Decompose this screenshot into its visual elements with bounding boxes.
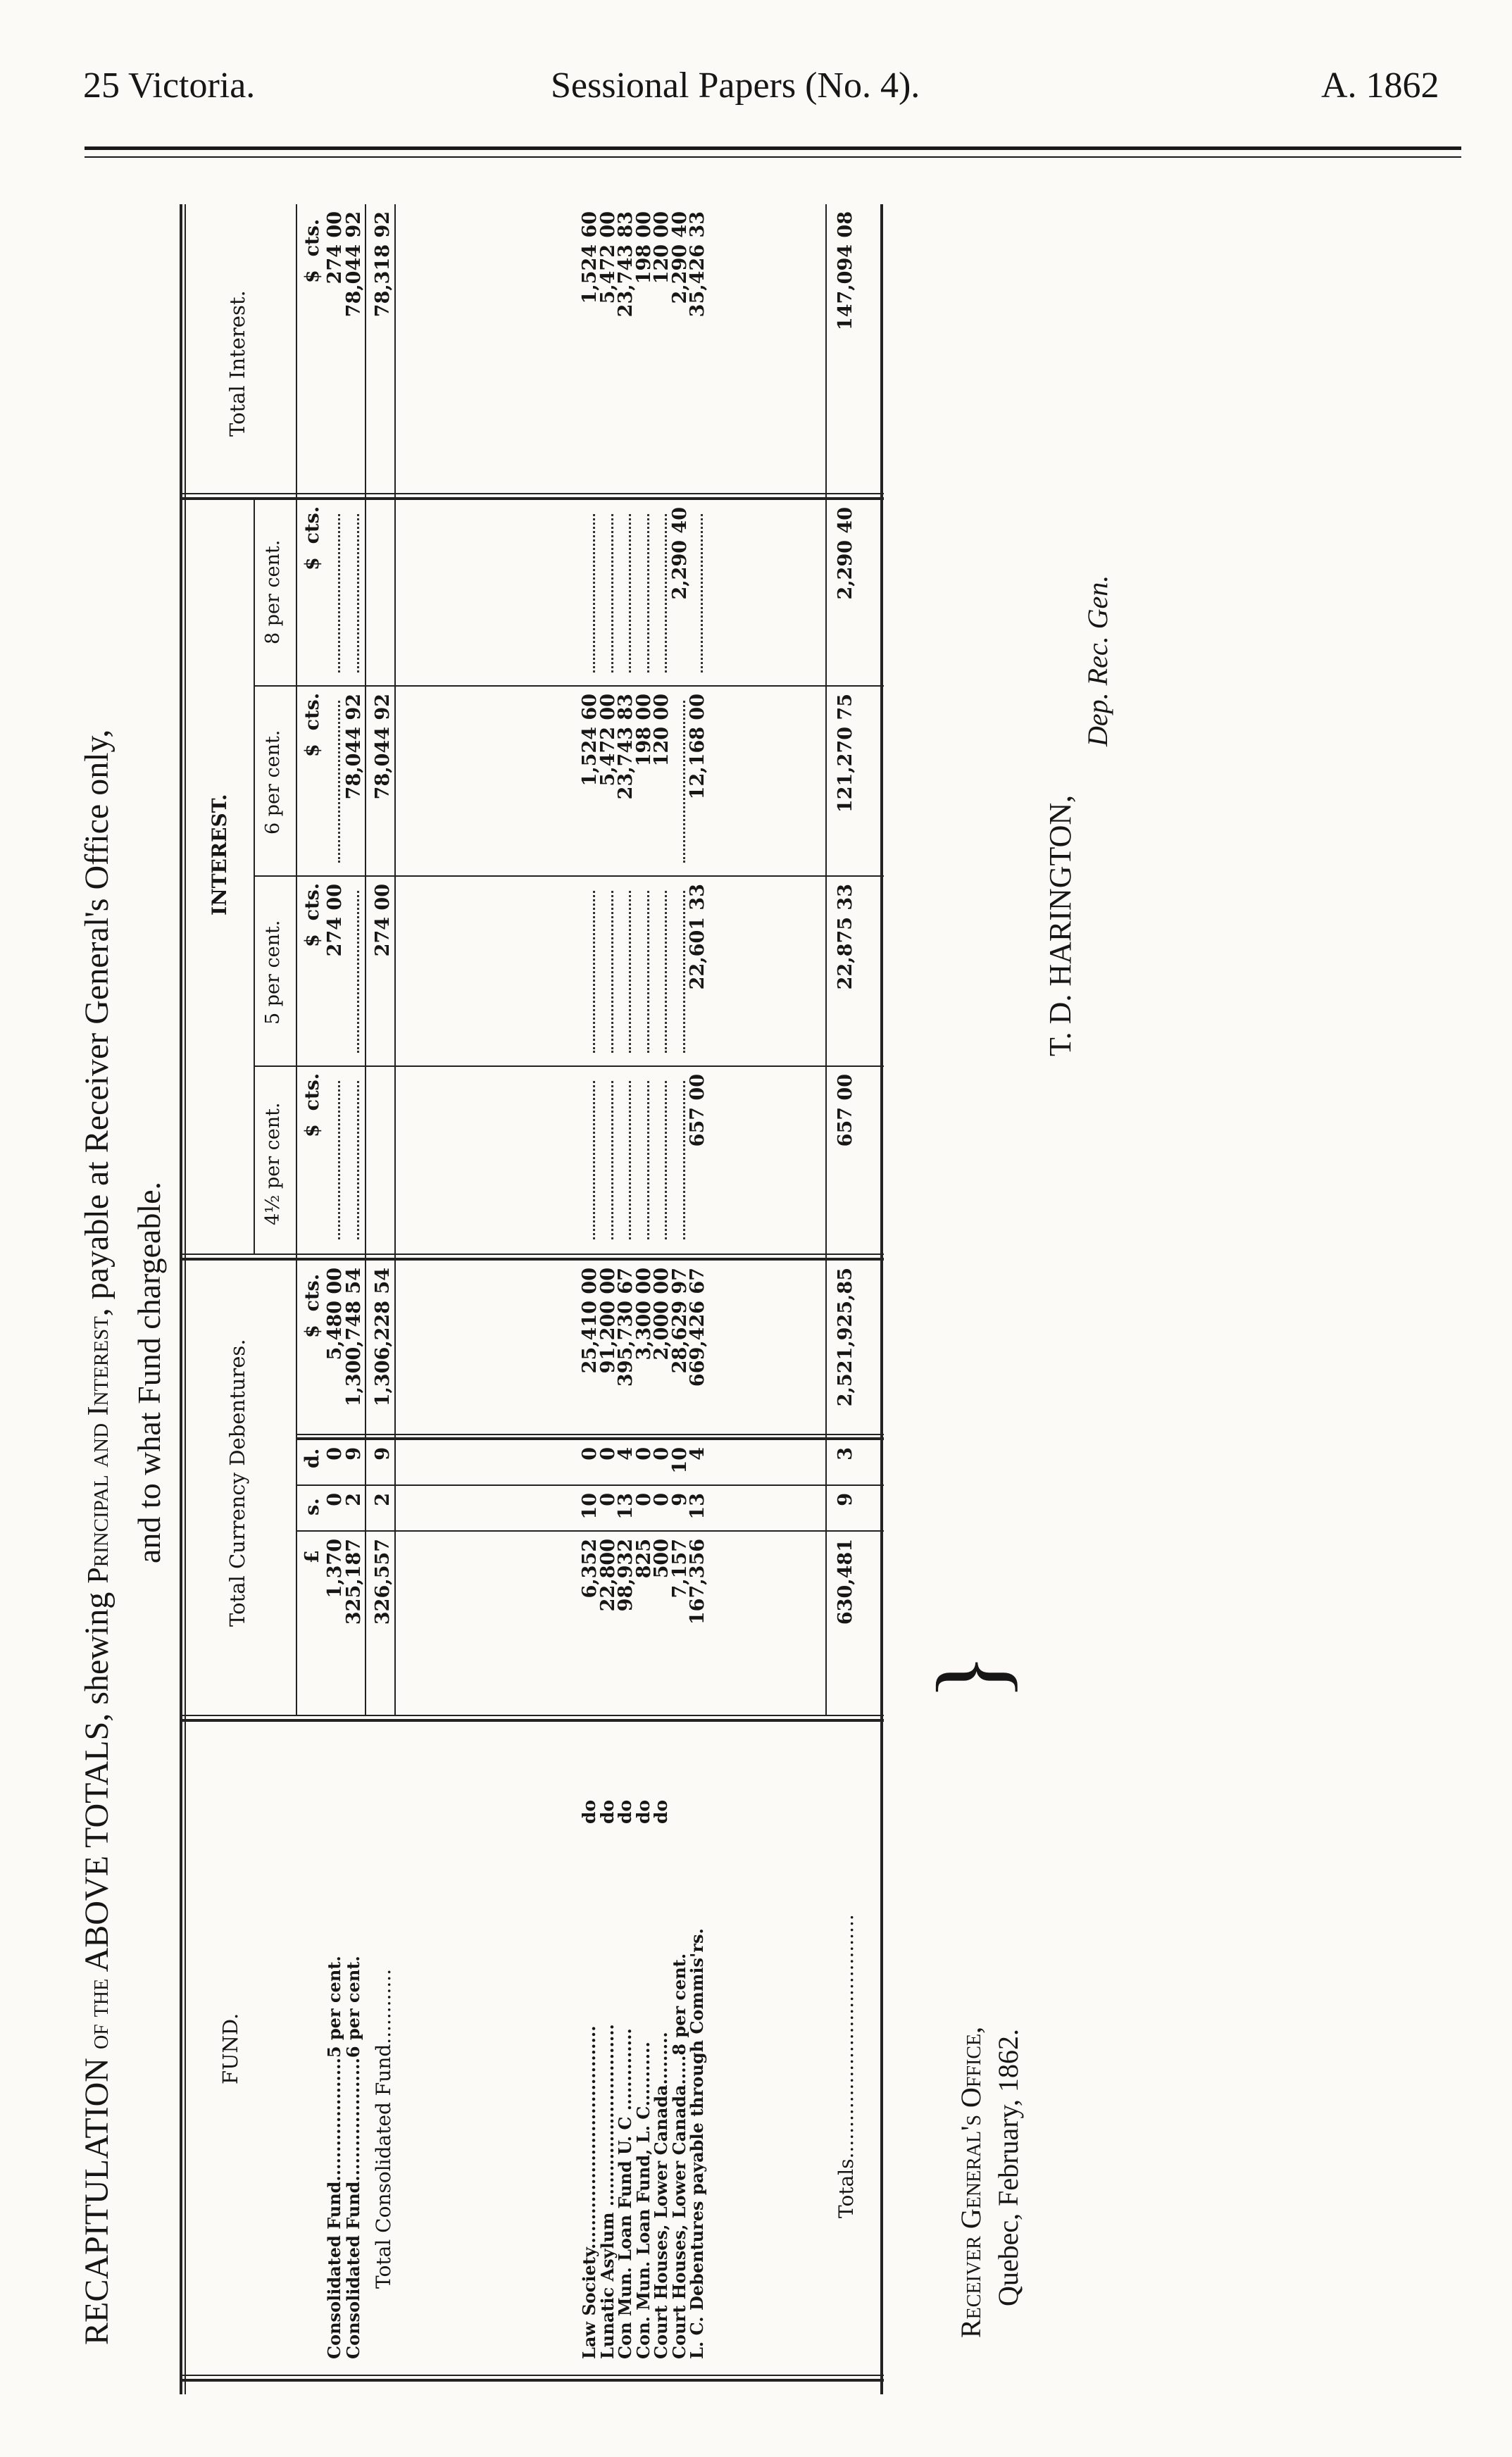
table-title: RECAPITULATION of the ABOVE TOTALS, shewing Principal and Interest, payable at Receiver General's Office only,	[78, 729, 115, 2345]
cell-l: 1,370	[324, 1539, 346, 1599]
leader-dots	[665, 1081, 667, 1239]
cell-s: 0	[596, 1493, 619, 1506]
cell-total: 23,743 83	[615, 211, 637, 318]
cell-i6: 23,743 83	[615, 694, 637, 800]
fund-label: Con. Mun. Loan Fund, L. C...........	[632, 2042, 654, 2359]
col-sep-lsd-3	[296, 1437, 884, 1440]
cell-dollars: 5,480 00	[324, 1268, 346, 1361]
leader-dots	[647, 514, 649, 673]
cell-l: 7,157	[668, 1539, 691, 1599]
signature-title: Dep. Rec. Gen.	[1082, 575, 1113, 746]
unit-dollars-8: $ cts.	[301, 506, 323, 570]
leader-dots	[611, 514, 613, 673]
table-left-rule-2	[180, 2375, 884, 2376]
cell-dollars: 91,200 00	[596, 1268, 619, 1374]
cell-total: 198 00	[632, 211, 655, 285]
cell-total: 5,472 00	[596, 211, 619, 304]
cell-s: 0	[632, 1493, 655, 1506]
fund-label: Lunatic Asylum ...............................	[596, 2024, 618, 2359]
col-sep-currency-2	[180, 1253, 884, 1255]
col-sep-6-8	[254, 685, 884, 687]
column-head-rule	[296, 204, 297, 1716]
unit-dollars-45: $ cts.	[301, 1073, 323, 1137]
cell-dollars: 2,000 00	[651, 1268, 673, 1361]
leader-dots	[593, 514, 595, 673]
ditto-mark: do	[596, 1799, 618, 1824]
ditto-mark: do	[632, 1799, 654, 1824]
leader-dots	[338, 514, 340, 673]
totals-rule	[825, 204, 827, 1716]
col-sep-lsd-4	[296, 1434, 884, 1435]
cell-i6: 1,524 60	[579, 694, 601, 787]
cell-dollars: 25,410 00	[579, 1268, 601, 1374]
cell-d: 9	[343, 1447, 365, 1461]
col-sep-currency	[180, 1258, 884, 1261]
unit-dollars-currency: $ cts.	[301, 1273, 323, 1338]
leader-dots	[701, 514, 703, 673]
leader-dots	[357, 891, 359, 1053]
cell-l: 98,932	[615, 1539, 637, 1612]
header-4-5-percent: 4½ per cent.	[262, 1102, 284, 1225]
fund-label: Total Consolidated Fund............	[372, 1968, 395, 2289]
header-year: A. 1862	[1321, 65, 1439, 106]
office-brace: }	[917, 1653, 1026, 1701]
unit-pounds: £	[301, 1550, 323, 1563]
header-5-percent: 5 per cent.	[262, 920, 284, 1025]
cell-d: 10	[668, 1447, 691, 1474]
leader-dots	[357, 514, 359, 673]
leader-dots	[647, 1081, 649, 1239]
table-bottom-rule	[880, 204, 883, 2394]
col-sep-fund-2	[180, 1715, 884, 1716]
cell-d: 4	[615, 1447, 637, 1461]
cell-l: 500	[651, 1539, 673, 1579]
cell-total: 147,094 08	[835, 211, 856, 331]
cell-s: 0	[324, 1493, 346, 1506]
col-sep-lsd-2	[296, 1484, 884, 1486]
cell-i6: 5,472 00	[596, 694, 619, 787]
table-top-rule-2	[185, 204, 186, 2394]
subtotal-rule	[365, 204, 366, 1716]
unit-dollars-6: $ cts.	[301, 692, 323, 757]
cell-d: 0	[651, 1447, 673, 1461]
cell-total: 2,290 40	[668, 211, 691, 304]
cell-dollars: 2,521,925,85	[835, 1268, 856, 1407]
fund-label: L. C. Debentures payable through Commis'rs.	[687, 1928, 707, 2359]
leader-dots	[629, 514, 631, 673]
cell-i5: 274 00	[372, 884, 394, 957]
leader-dots	[665, 891, 667, 1053]
leader-dots	[683, 1081, 685, 1239]
unit-shillings: s.	[301, 1498, 323, 1515]
cell-d: 9	[372, 1447, 394, 1461]
fund-label: Court Houses, Lower Canada.........	[651, 2032, 671, 2359]
cell-i45: 657 00	[835, 1074, 856, 1147]
cell-total: 274 00	[324, 211, 346, 285]
col-sep-interest-total	[180, 497, 884, 500]
leader-dots	[629, 891, 631, 1053]
cell-i6: 78,044 92	[372, 694, 394, 800]
cell-l: 22,800	[596, 1539, 619, 1612]
cell-l: 167,356	[687, 1539, 708, 1625]
signature-name: T. D. HARINGTON,	[1043, 794, 1077, 1056]
cell-total: 35,426 33	[687, 211, 708, 318]
leader-dots	[338, 1081, 340, 1239]
cell-i6: 12,168 00	[687, 694, 708, 800]
ditto-mark: do	[615, 1799, 635, 1824]
leader-dots	[593, 891, 595, 1053]
table-left-rule	[180, 2379, 884, 2382]
cell-total: 78,044 92	[343, 211, 365, 318]
cell-dollars: 1,300,748 54	[343, 1268, 365, 1407]
cell-l: 630,481	[835, 1539, 856, 1625]
cell-d: 3	[835, 1447, 856, 1461]
leader-dots	[593, 1081, 595, 1239]
cell-dollars: 395,730 67	[615, 1268, 637, 1387]
ditto-mark: do	[651, 1799, 671, 1824]
cell-total: 78,318 92	[372, 211, 394, 318]
unit-pence: d.	[301, 1448, 323, 1468]
leader-dots	[611, 1081, 613, 1239]
fund-label: Con Mun. Loan Fund U. C ..............	[615, 2028, 635, 2359]
cell-dollars: 1,306,228 54	[372, 1268, 394, 1407]
cell-s: 2	[343, 1493, 365, 1506]
cell-s: 13	[687, 1493, 708, 1520]
cell-s: 2	[372, 1493, 394, 1506]
cell-dollars: 669,426 67	[687, 1268, 708, 1387]
unit-dollars-total: $ cts.	[301, 218, 323, 283]
fund-label: Law Society......................................	[579, 2025, 599, 2359]
header-interest: INTEREST.	[208, 794, 231, 915]
col-sep-interest-total-2	[180, 493, 884, 494]
cell-i6: 121,270 75	[835, 694, 856, 813]
cell-l: 825	[632, 1539, 655, 1579]
header-8-percent: 8 per cent.	[262, 539, 284, 644]
leader-dots	[338, 701, 340, 863]
table-top-rule	[180, 204, 182, 2394]
cell-total: 1,524 60	[579, 211, 601, 304]
fund-label: Court Houses, Lower Canada.....8 per cent.	[668, 1953, 689, 2359]
rotated-content	[77, 197, 1416, 2394]
cell-d: 0	[579, 1447, 601, 1461]
cell-i8: 2,290 40	[835, 507, 856, 600]
header-rule-thick	[85, 146, 1461, 150]
interest-head-rule	[254, 500, 255, 1255]
cell-l: 325,187	[343, 1539, 365, 1625]
cell-s: 9	[835, 1493, 856, 1506]
cell-i6: 120 00	[651, 694, 673, 767]
leader-dots	[629, 1081, 631, 1239]
header-volume: 25 Victoria.	[83, 65, 256, 106]
leader-dots	[357, 1081, 359, 1239]
fund-label: Totals.......................................	[835, 1914, 858, 2218]
header-total-currency: Total Currency Debentures.	[225, 1339, 249, 1627]
leader-dots	[683, 891, 685, 1053]
col-sep-5-6	[254, 875, 884, 877]
cell-l: 6,352	[579, 1539, 601, 1599]
ditto-mark: do	[579, 1799, 599, 1824]
subtotal-rule-below	[394, 204, 396, 1716]
table-subtitle: and to what Fund chargeable.	[131, 1181, 167, 1563]
unit-dollars-5: $ cts.	[301, 882, 323, 947]
leader-dots	[611, 891, 613, 1053]
header-rule-thin	[85, 156, 1461, 158]
cell-d: 0	[324, 1447, 346, 1461]
cell-i5: 22,601 33	[687, 884, 708, 990]
office-line-2: Quebec, February, 1862.	[992, 2029, 1024, 2306]
cell-l: 326,557	[372, 1539, 394, 1625]
leader-dots	[683, 701, 685, 863]
header-fund: FUND.	[218, 2013, 242, 2084]
cell-s: 13	[615, 1493, 637, 1520]
cell-i5: 274 00	[324, 884, 346, 957]
leader-dots	[647, 891, 649, 1053]
cell-d: 4	[687, 1447, 708, 1461]
header-6-percent: 6 per cent.	[262, 730, 284, 834]
col-sep-fund	[180, 1719, 884, 1722]
cell-i6: 198 00	[632, 694, 655, 767]
office-line-1: Receiver General's Office,	[955, 2026, 987, 2338]
cell-i6: 78,044 92	[343, 694, 365, 800]
cell-i45: 657 00	[687, 1074, 708, 1147]
cell-total: 120 00	[651, 211, 673, 285]
leader-dots	[665, 514, 667, 673]
cell-i5: 22,875 33	[835, 884, 856, 990]
cell-s: 9	[668, 1493, 691, 1506]
header-sessional-papers: Sessional Papers (No. 4).	[551, 65, 920, 106]
header-total-interest: Total Interest.	[225, 290, 249, 437]
cell-s: 10	[579, 1493, 601, 1520]
col-sep-45-5	[254, 1065, 884, 1067]
cell-dollars: 3,300 00	[632, 1268, 655, 1361]
cell-i8: 2,290 40	[668, 507, 691, 600]
cell-d: 0	[632, 1447, 655, 1461]
cell-s: 0	[651, 1493, 673, 1506]
fund-label: Consolidated Fund.....................5 per cent.	[324, 1956, 344, 2359]
col-sep-lsd-1	[296, 1530, 884, 1532]
cell-d: 0	[596, 1447, 619, 1461]
fund-label: Consolidated Fund.....................6 per cent.	[343, 1956, 363, 2359]
cell-dollars: 28,629 97	[668, 1268, 691, 1374]
